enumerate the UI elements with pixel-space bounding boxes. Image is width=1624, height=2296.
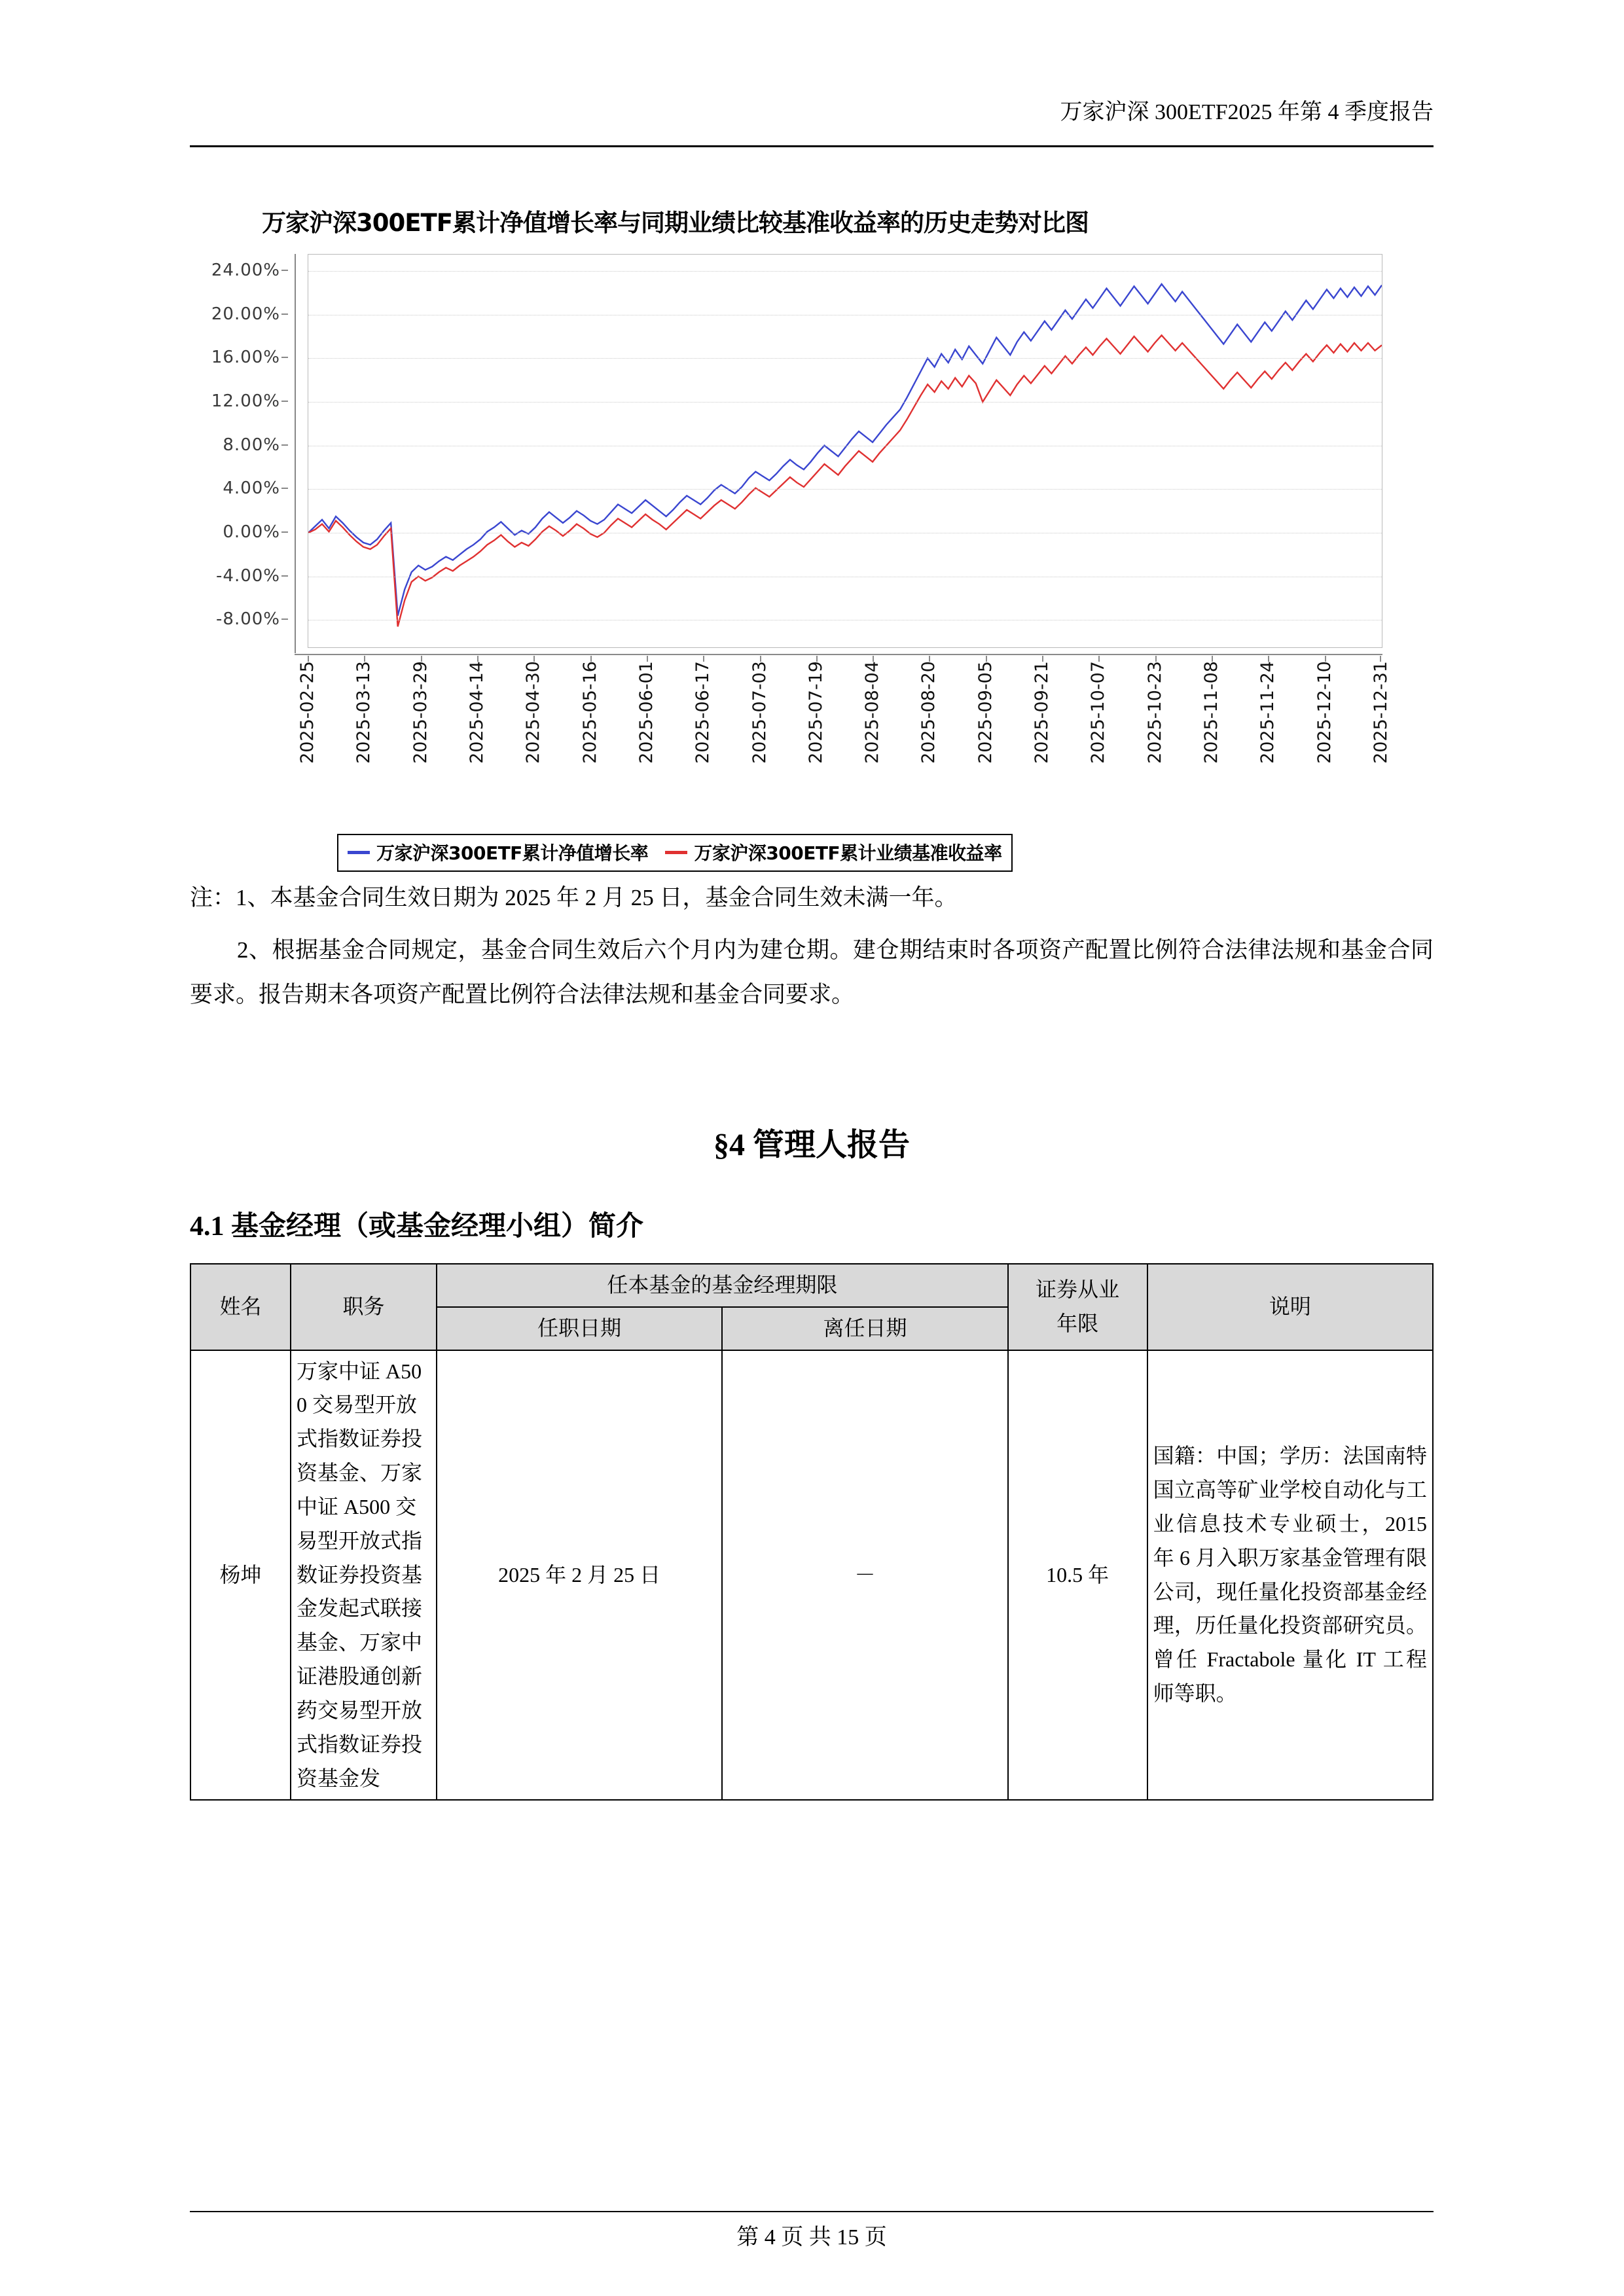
chart-series-line: [308, 284, 1382, 616]
chart-title: 万家沪深300ETF累计净值增长率与同期业绩比较基准收益率的历史走势对比图: [262, 209, 1089, 237]
table-head: [190, 1264, 1433, 1350]
th-name: 姓名: [190, 1264, 291, 1350]
x-tick-label: 2025-08-04: [862, 661, 883, 764]
th-tenure-group: 任本基金的基金经理期限: [437, 1264, 1008, 1307]
x-tick-label: 2025-06-17: [693, 661, 713, 764]
page-footer: 第 4 页 共 15 页: [736, 2225, 887, 2250]
x-tick-label: 2025-05-16: [579, 661, 600, 764]
x-tick-label: 2025-11-08: [1201, 661, 1222, 764]
x-tick-label: 2025-07-03: [749, 661, 770, 764]
chart-gridline: [308, 271, 1382, 272]
subsection-title: 4.1 基金经理（或基金经理小组）简介: [190, 1211, 644, 1242]
chart-canvas: [308, 254, 1382, 648]
x-tick-label: 2025-04-30: [523, 661, 544, 764]
x-tick-label: 2025-03-29: [410, 661, 431, 764]
chart-plot-area: [190, 254, 1434, 864]
x-tick-label: 2025-09-05: [975, 661, 996, 764]
y-tick-mark: [281, 357, 288, 358]
x-tick-label: 2025-10-07: [1088, 661, 1109, 764]
fund-manager-table-wrap: [190, 1263, 1434, 1801]
chart-series-line: [308, 335, 1382, 626]
chart-y-axis-line: [295, 254, 296, 653]
th-experience: [1008, 1264, 1147, 1350]
y-tick-mark: [281, 619, 288, 620]
legend-item-benchmark: [665, 839, 1001, 865]
th-experience-line1: 证券从业: [1036, 1278, 1120, 1301]
footer-divider: [190, 2211, 1434, 2212]
th-start-date: 任职日期: [437, 1307, 722, 1350]
chart-gridline: [308, 358, 1382, 359]
performance-chart: [190, 203, 1434, 864]
cell-description: 国籍：中国；学历：法国南特国立高等矿业学校自动化与工业信息技术专业硕士，2015 年 6 月入职万家基金管理有限公司，现任量化投资部基金经理，历任量化投资部研究员。曾任 Fractabole 量化 IT 工程师等职。: [1147, 1350, 1433, 1801]
chart-series-svg: [308, 255, 1382, 647]
note-line-1: 注：1、本基金合同生效日期为 2025 年 2 月 25 日，基金合同生效未满一年。: [190, 885, 958, 910]
y-tick-label: -8.00%: [216, 609, 280, 630]
x-tick-label: 2025-08-20: [918, 661, 939, 764]
cell-start-date: 2025 年 2 月 25 日: [437, 1350, 722, 1801]
x-tick-label: 2025-04-14: [466, 661, 487, 764]
cell-end-date: －: [722, 1350, 1007, 1801]
x-tick-label: 2025-10-23: [1144, 661, 1165, 764]
y-tick-label: 8.00%: [223, 435, 280, 455]
chart-x-axis-line: [295, 654, 1382, 655]
legend-swatch-blue: [348, 851, 370, 854]
chart-legend: [337, 834, 1013, 872]
y-tick-label: 0.00%: [223, 522, 280, 542]
fund-manager-table: [190, 1263, 1434, 1801]
table-body: [190, 1350, 1433, 1801]
x-tick-label: 2025-12-10: [1314, 661, 1335, 764]
table-header-row-1: [190, 1264, 1433, 1307]
y-tick-mark: [281, 531, 288, 533]
note-line-2: 2、根据基金合同规定，基金合同生效后六个月内为建仓期。建仓期结束时各项资产配置比例符合法律法规和基金合同要求。报告期末各项资产配置比例符合法律法规和基金合同要求。: [190, 937, 1434, 1008]
table-row: [190, 1350, 1433, 1801]
y-tick-label: 16.00%: [211, 348, 280, 368]
th-end-date: 离任日期: [722, 1307, 1007, 1350]
legend-swatch-red: [665, 851, 687, 854]
legend-label-nav-growth: 万家沪深300ETF累计净值增长率: [376, 842, 649, 864]
y-tick-label: 24.00%: [211, 260, 280, 280]
legend-item-nav-growth: [348, 839, 648, 865]
x-tick-label: 2025-12-31: [1371, 661, 1391, 764]
x-tick-label: 2025-09-21: [1032, 661, 1053, 764]
header-divider: [190, 145, 1434, 147]
x-tick-label: 2025-03-13: [353, 661, 374, 764]
x-tick-label: 2025-06-01: [636, 661, 657, 764]
th-experience-line2: 年限: [1056, 1311, 1099, 1335]
chart-y-axis: [190, 254, 288, 647]
page-title: §4 管理人报告: [713, 1128, 910, 1162]
y-tick-label: 4.00%: [223, 478, 280, 499]
y-tick-mark: [281, 488, 288, 489]
th-description: 说明: [1147, 1264, 1433, 1350]
cell-position: 万家中证 A500 交易型开放式指数证券投资基金、万家中证 A500 交易型开放式指数证券投资基金发起式联接基金、万家中证港股通创新药交易型开放式指数证券投资基金发: [291, 1350, 437, 1801]
y-tick-label: 12.00%: [211, 391, 280, 411]
y-tick-mark: [281, 270, 288, 271]
x-tick-label: 2025-07-19: [805, 661, 826, 764]
y-tick-mark: [281, 575, 288, 577]
chart-x-axis: [297, 656, 1391, 826]
th-position: 职务: [291, 1264, 437, 1350]
y-tick-mark: [281, 401, 288, 402]
y-tick-mark: [281, 314, 288, 315]
x-tick-label: 2025-02-25: [297, 661, 317, 764]
y-tick-mark: [281, 444, 288, 446]
x-tick-label: 2025-11-24: [1257, 661, 1278, 764]
y-tick-label: 20.00%: [211, 304, 280, 324]
cell-name: 杨坤: [190, 1350, 291, 1801]
chart-gridline: [308, 402, 1382, 403]
legend-label-benchmark: 万家沪深300ETF累计业绩基准收益率: [694, 842, 1002, 864]
page-header: 万家沪深 300ETF2025 年第 4 季度报告: [1060, 100, 1434, 124]
y-tick-label: -4.00%: [216, 565, 280, 586]
chart-gridline: [308, 489, 1382, 490]
cell-experience: 10.5 年: [1008, 1350, 1147, 1801]
